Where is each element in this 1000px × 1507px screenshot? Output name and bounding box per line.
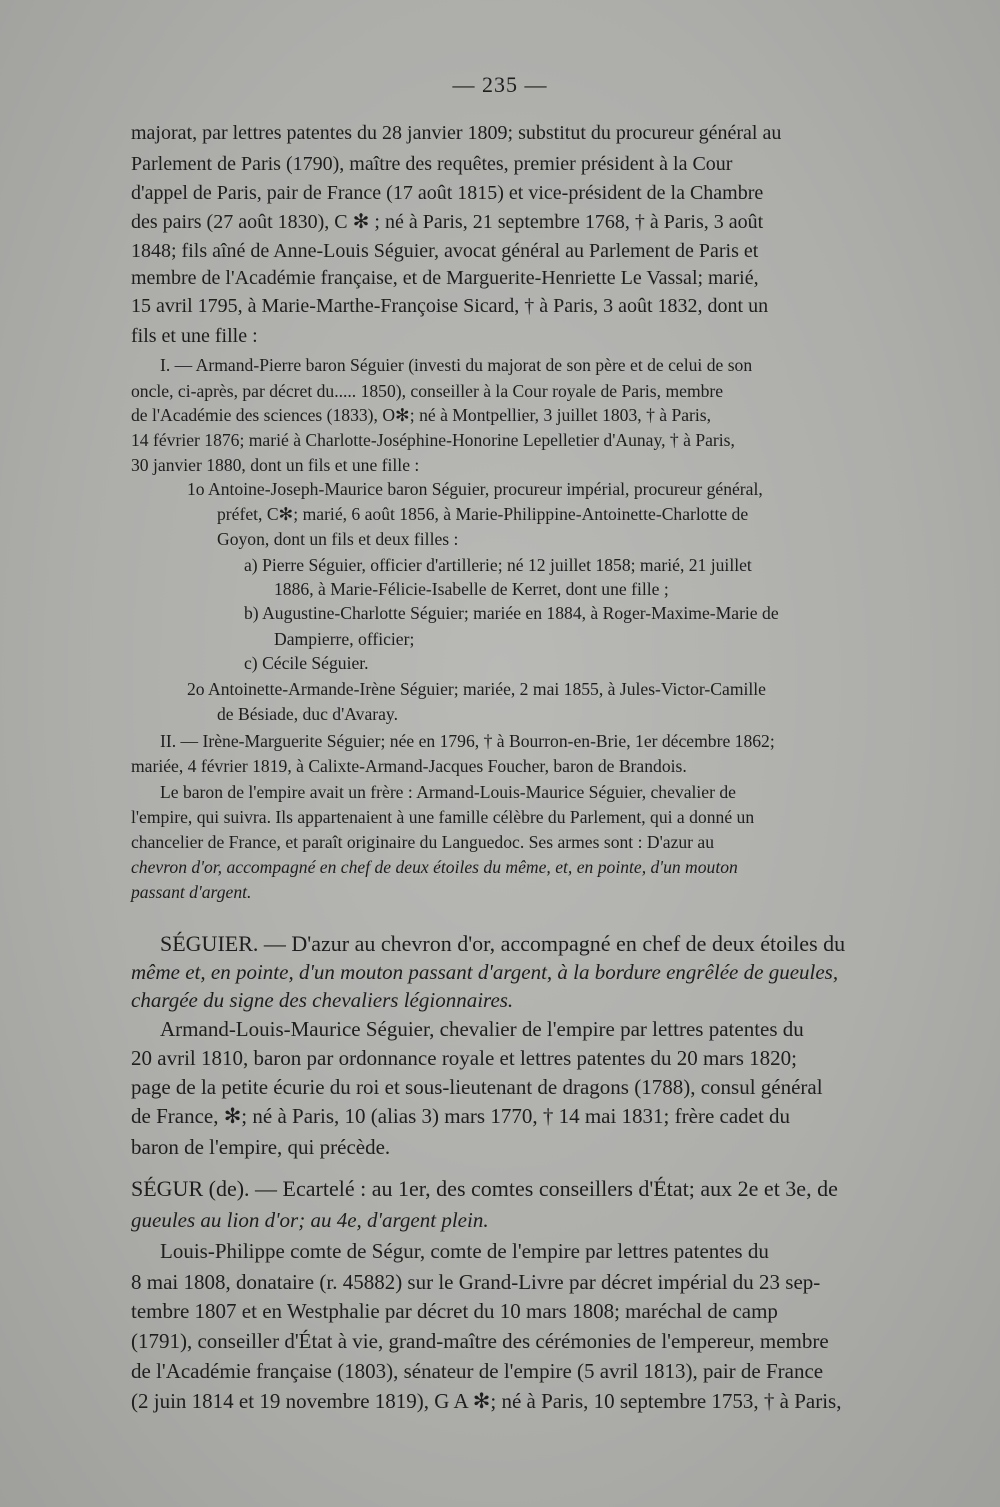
text-line: 8 mai 1808, donataire (r. 45882) sur le Grand-Livre par décret impérial du 23 sep- (131, 1270, 821, 1294)
text-line: chargée du signe des chevaliers légionnaires. (131, 988, 514, 1012)
text-line: d'appel de Paris, pair de France (17 août 1815) et vice-président de la Chambre (131, 182, 764, 204)
text-line: (1791), conseiller d'État à vie, grand-maître des cérémonies de l'empereur, membre (131, 1329, 829, 1353)
entry-heading-seguier: SÉGUIER. — D'azur au chevron d'or, accompagné en chef de deux étoiles du (160, 931, 846, 956)
text-line: Louis-Philippe comte de Ségur, comte de l'empire par lettres patentes du (160, 1239, 769, 1263)
text-line: baron de l'empire, qui précède. (131, 1135, 391, 1159)
text-line: de France, ✻; né à Paris, 10 (alias 3) mars 1770, † 14 mai 1831; frère cadet du (131, 1104, 791, 1128)
text-line: 2o Antoinette-Armande-Irène Séguier; mariée, 2 mai 1855, à Jules-Victor-Camille (187, 679, 766, 699)
text-line: chevron d'or, accompagné en chef de deux étoiles du même, et, en pointe, d'un mouton (131, 857, 738, 877)
text-line: majorat, par lettres patentes du 28 janvier 1809; substitut du procureur général au (131, 122, 782, 144)
text-line: Goyon, dont un fils et deux filles : (217, 529, 459, 549)
text-line: (2 juin 1814 et 19 novembre 1819), G A ✻; né à Paris, 10 septembre 1753, † à Paris, (131, 1389, 842, 1413)
text-line: I. — Armand-Pierre baron Séguier (investi du majorat de son père et de celui de son (160, 355, 753, 375)
text-line: de l'Académie française (1803), sénateur de l'empire (5 avril 1813), pair de France (131, 1359, 824, 1383)
text-line: 20 avril 1810, baron par ordonnance royale et lettres patentes du 20 mars 1820; (131, 1046, 797, 1070)
text-line: page de la petite écurie du roi et sous-lieutenant de dragons (1788), consul général (131, 1075, 823, 1099)
entry-heading-segur: SÉGUR (de). — Ecartelé : au 1er, des comtes conseillers d'État; aux 2e et 3e, de (131, 1176, 838, 1201)
text-line: membre de l'Académie française, et de Marguerite-Henriette Le Vassal; marié, (131, 267, 759, 289)
text-line: même et, en pointe, d'un mouton passant d'argent, à la bordure engrêlée de gueules, (131, 960, 839, 984)
text-line: Dampierre, officier; (274, 629, 415, 649)
text-line: c) Cécile Séguier. (244, 653, 369, 673)
page-number: — 235 — (452, 72, 548, 97)
text-line: 1886, à Marie-Félicie-Isabelle de Kerret, dont une fille ; (274, 579, 669, 599)
text-line: 30 janvier 1880, dont un fils et une fille : (131, 455, 420, 475)
text-line: b) Augustine-Charlotte Séguier; mariée en 1884, à Roger-Maxime-Marie de (244, 603, 779, 623)
text-line: chancelier de France, et paraît originaire du Languedoc. Ses armes sont : D'azur au (131, 832, 715, 852)
text-line: tembre 1807 et en Westphalie par décret du 10 mars 1808; maréchal de camp (131, 1299, 778, 1323)
text-line: de Bésiade, duc d'Avaray. (217, 704, 398, 724)
text-line: fils et une fille : (131, 325, 258, 347)
text-line: l'empire, qui suivra. Ils appartenaient à une famille célèbre du Parlement, qui a donné un (131, 807, 755, 827)
text-line: des pairs (27 août 1830), C ✻ ; né à Paris, 21 septembre 1768, † à Paris, 3 août (131, 211, 764, 233)
text-line: Le baron de l'empire avait un frère : Armand-Louis-Maurice Séguier, chevalier de (160, 782, 736, 802)
text-line: 1o Antoine-Joseph-Maurice baron Séguier, procureur impérial, procureur général, (187, 479, 763, 499)
text-line: préfet, C✻; marié, 6 août 1856, à Marie-Philippine-Antoinette-Charlotte de (217, 504, 749, 524)
text-line: Parlement de Paris (1790), maître des requêtes, premier président à la Cour (131, 153, 733, 175)
text-line: passant d'argent. (131, 882, 252, 902)
text-line: II. — Irène-Marguerite Séguier; née en 1796, † à Bourron-en-Brie, 1er décembre 1862; (160, 731, 775, 751)
text-line: mariée, 4 février 1819, à Calixte-Armand-Jacques Foucher, baron de Brandois. (131, 756, 687, 776)
text-line: Armand-Louis-Maurice Séguier, chevalier de l'empire par lettres patentes du (160, 1017, 804, 1041)
text-line: de l'Académie des sciences (1833), O✻; né à Montpellier, 3 juillet 1803, † à Paris, (131, 405, 712, 425)
text-line: 14 février 1876; marié à Charlotte-Joséphine-Honorine Lepelletier d'Aunay, † à Paris, (131, 430, 735, 450)
text-line: gueules au lion d'or; au 4e, d'argent plein. (131, 1208, 489, 1232)
text-line: a) Pierre Séguier, officier d'artillerie; né 12 juillet 1858; marié, 21 juillet (244, 555, 752, 575)
text-line: 15 avril 1795, à Marie-Marthe-Françoise Sicard, † à Paris, 3 août 1832, dont un (131, 295, 769, 317)
text-line: 1848; fils aîné de Anne-Louis Séguier, avocat général au Parlement de Paris et (131, 240, 759, 262)
text-line: oncle, ci-après, par décret du..... 1850), conseiller à la Cour royale de Paris, membre (131, 381, 724, 401)
